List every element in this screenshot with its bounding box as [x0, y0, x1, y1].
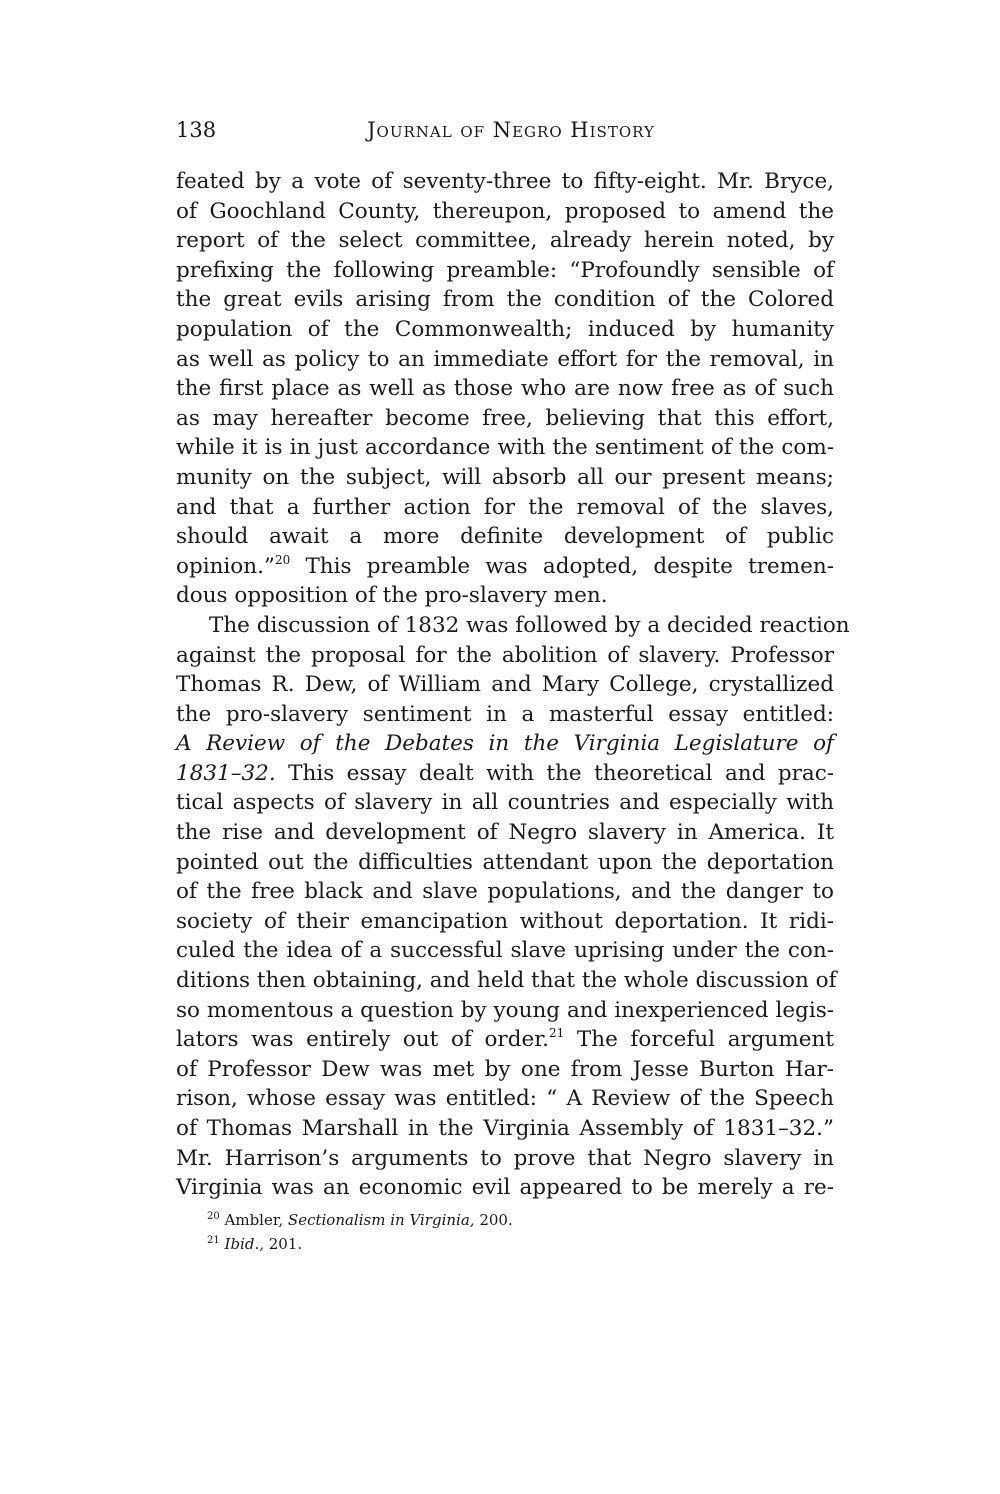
text-run: This essay dealt with the theoretical and prac- [275, 760, 834, 786]
text-line [176, 759, 834, 789]
text-line: tical aspects of slavery in all countries and especially with [176, 790, 834, 816]
text-line: Mr. Harrison’s arguments to prove that Negro slavery in [176, 1145, 834, 1171]
footnote-title: Ibid., [224, 1235, 264, 1253]
footnote-page: 200. [474, 1211, 513, 1229]
text-line: culed the idea of a successful slave uprising under the con- [176, 938, 834, 964]
footnote-20 [207, 1208, 827, 1232]
body-text [176, 167, 850, 1203]
book-title-years: 1831–32. [176, 760, 276, 786]
text-line: rison, whose essay was entitled: “ A Review of the Speech [176, 1086, 834, 1112]
text-run: opinion.” [176, 553, 275, 579]
journal-title: Journal of Negro History [367, 118, 655, 142]
footnote-author: Ambler, [224, 1211, 288, 1229]
text-line: of the free black and slave populations, and the danger to [176, 879, 834, 905]
text-line: of Thomas Marshall in the Virginia Assembly of 1831–32.” [176, 1116, 834, 1141]
text-line: the pro-slavery sentiment in a masterful essay entitled: [176, 701, 834, 727]
text-line: munity on the subject, will absorb all our present means; [176, 464, 834, 490]
text-line: and that a further action for the removal of the slaves, [176, 494, 834, 520]
text-line: the great evils arising from the condition of the Colored [176, 287, 834, 313]
running-head [176, 118, 834, 148]
footnote-title: Sectionalism in Virginia, [287, 1211, 475, 1229]
text-line: of Professor Dew was met by one from Jesse Burton Har- [176, 1056, 834, 1082]
text-run: The forceful argument [564, 1027, 834, 1053]
footnote-page: 201. [263, 1235, 303, 1253]
text-line: so momentous a question by young and inexperienced legis- [176, 997, 834, 1023]
text-line [176, 552, 834, 582]
footnote-21 [207, 1232, 827, 1256]
text-line: Thomas R. Dew, of William and Mary College, crystallized [176, 672, 834, 698]
text-line: ditions then obtaining, and held that the whole discussion of [176, 968, 837, 994]
text-line: prefixing the following preamble: “Profoundly sensible of [176, 257, 834, 283]
text-line: population of the Commonwealth; induced by humanity [176, 316, 834, 342]
text-line: report of the select committee, already herein noted, by [176, 228, 834, 254]
text-line: The discussion of 1832 was followed by a decided reaction [209, 612, 850, 638]
footnote-ref-21[interactable]: 21 [548, 1026, 565, 1041]
footnote-number: 21 [207, 1235, 220, 1246]
text-line: feated by a vote of seventy-three to fifty-eight. Mr. Bryce, [176, 169, 834, 194]
footnote-number: 20 [207, 1211, 220, 1222]
text-line: against the proposal for the abolition of slavery. Professor [176, 642, 834, 668]
text-line: of Goochland County, thereupon, proposed to amend the [176, 198, 834, 224]
footnotes [207, 1208, 827, 1256]
text-line: dous opposition of the pro-slavery men. [176, 583, 608, 609]
text-line: the first place as well as those who are now free as of such [176, 376, 834, 402]
text-line: should await a more definite development of public [176, 524, 834, 550]
text-line: the rise and development of Negro slavery in America. It [176, 820, 834, 846]
text-line: as may hereafter become free, believing that this effort, [176, 405, 834, 431]
text-run: This preamble was adopted, despite tremen- [290, 553, 834, 579]
text-line [176, 1025, 834, 1055]
text-line: as well as policy to an immediate effort for the removal, in [176, 346, 834, 372]
text-line: pointed out the difficulties attendant upon the deportation [176, 849, 834, 875]
text-line: Virginia was an economic evil appeared to be merely a re- [176, 1175, 834, 1201]
footnote-ref-20[interactable]: 20 [274, 552, 291, 567]
book-title-line: A Review of the Debates in the Virginia Legislature of [176, 731, 834, 757]
page-number: 138 [176, 118, 217, 142]
text-line: while it is in just accordance with the sentiment of the com- [176, 435, 834, 461]
text-run: lators was entirely out of order. [176, 1027, 549, 1053]
text-line: society of their emancipation without deportation. It ridi- [176, 908, 834, 934]
